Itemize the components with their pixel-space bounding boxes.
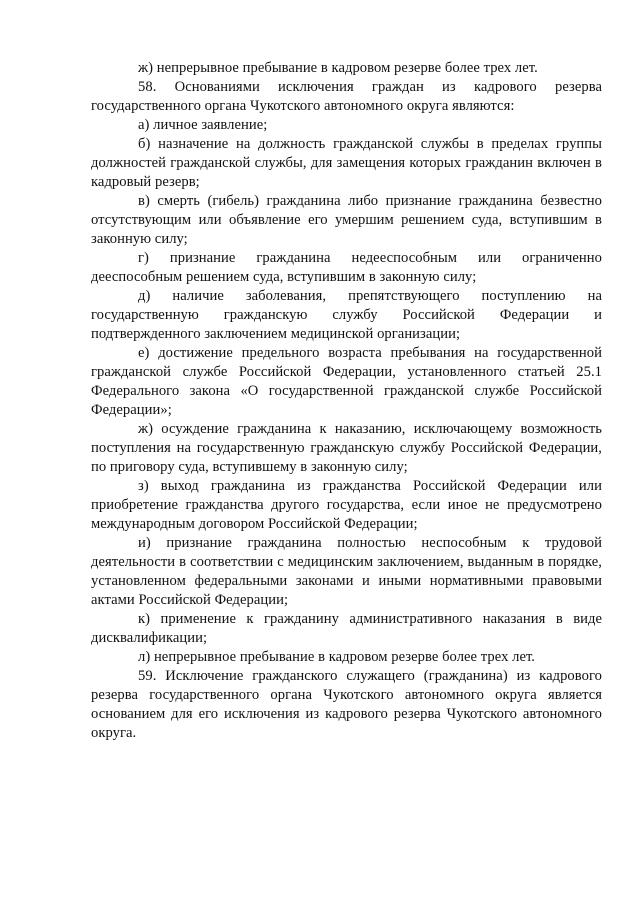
paragraph-item-z: з) выход гражданина из гражданства Российской Федерации или приобретение гражданства другого государства, если иное не предусмотрено международным договором Российской Федерации;: [91, 478, 602, 532]
paragraph-item-a: а) личное заявление;: [138, 117, 268, 133]
paragraph-item-l: л) непрерывное пребывание в кадровом резерве более трех лет.: [138, 649, 536, 665]
paragraph-item-k: к) применение к гражданину административного наказания в виде дисквалификации;: [91, 611, 602, 646]
paragraph-item-g: г) признание гражданина недееспособным или ограниченно дееспособным решением суда, вступившим в законную силу;: [91, 250, 602, 285]
paragraph-59: 59. Исключение гражданского служащего (гражданина) из кадрового резерва государственного органа Чукотского автономного округа является основанием для его исключения из кадрового резерва Чукотского автономного округа.: [91, 668, 602, 741]
paragraph-item-d: д) наличие заболевания, препятствующего поступлению на государственную гражданскую службу Российской Федерации и подтвержденного заключением медицинской организации;: [91, 288, 602, 342]
paragraph-item-i: и) признание гражданина полностью неспособным к трудовой деятельности в соответствии с медицинским заключением, выданным в порядке, установленном федеральными законами и иными нормативными правовыми актами Российской Федерации;: [91, 535, 602, 608]
paragraph-item-e: е) достижение предельного возраста пребывания на государственной гражданской службе Российской Федерации, установленного статьей 25.1 Федерального закона «О государственной гражданской службе Российской Федерации»;: [91, 345, 602, 418]
paragraph-58-heading: 58. Основаниями исключения граждан из кадрового резерва государственного органа Чукотского автономного округа являются:: [91, 79, 602, 114]
paragraph-item-v: в) смерть (гибель) гражданина либо признание гражданина безвестно отсутствующим или объявление его умершим решением суда, вступившим в законную силу;: [91, 193, 602, 247]
paragraph-item-b: б) назначение на должность гражданской службы в пределах группы должностей гражданской службы, для замещения которых гражданин включен в кадровый резерв;: [91, 136, 602, 190]
document-page: [91, 59, 602, 743]
paragraph-item-zh-continuous-reserve: ж) непрерывное пребывание в кадровом резерве более трех лет.: [138, 60, 538, 76]
paragraph-item-zh: ж) осуждение гражданина к наказанию, исключающему возможность поступления на государственную гражданскую службу Российской Федерации, по приговору суда, вступившему в законную силу;: [91, 421, 602, 475]
